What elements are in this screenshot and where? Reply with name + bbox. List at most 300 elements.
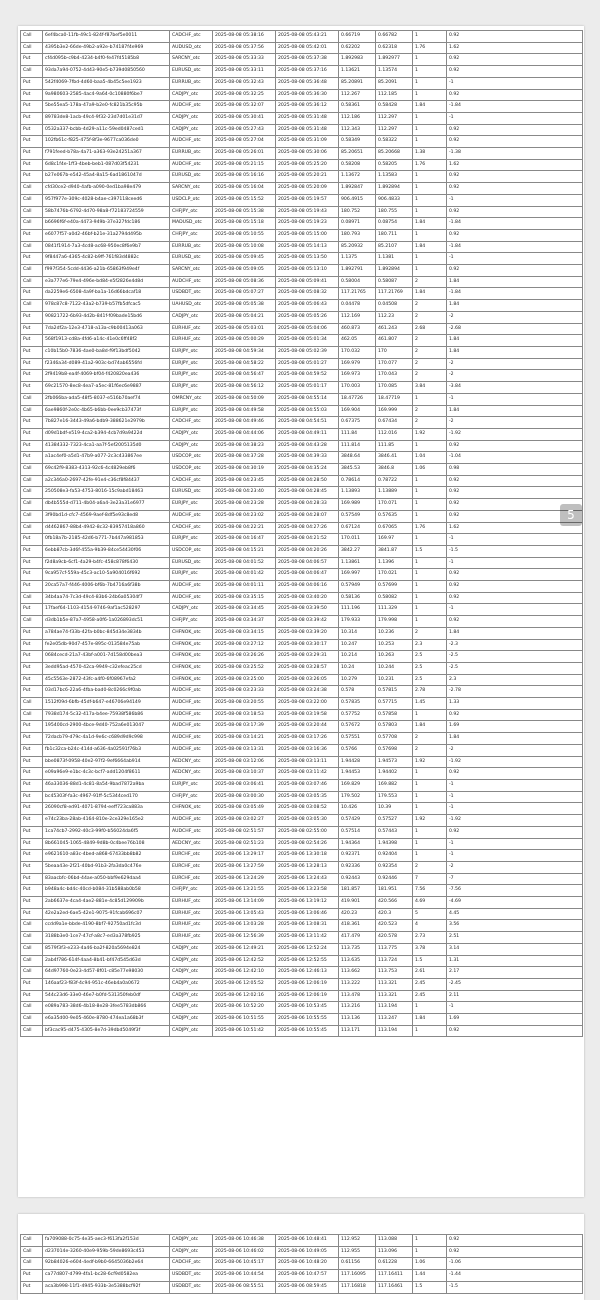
profit-cell: 1.69: [447, 721, 583, 733]
amount-cell: 1: [413, 393, 447, 405]
amount-cell: 2: [413, 276, 447, 288]
profit-cell: 4.45: [447, 908, 583, 920]
close-price-cell: 179.998: [376, 616, 413, 628]
amount-cell: 1: [413, 510, 447, 522]
close-price-cell: 1.94402: [376, 768, 413, 780]
close-time-cell: 2025-08-08 05:01:17: [276, 382, 339, 394]
profit-cell: 1.84: [447, 405, 583, 417]
open-time-cell: 2025-08-06 13:27:59: [213, 861, 276, 873]
open-price-cell: 1.892791: [339, 265, 376, 277]
close-time-cell: 2025-08-06 10:53:45: [276, 1002, 339, 1014]
table-row: [21, 276, 583, 288]
close-price-cell: 112.016: [376, 428, 413, 440]
table-row: [21, 382, 583, 394]
open-price-cell: 0.57949: [339, 581, 376, 593]
table-row: [21, 440, 583, 452]
open-price-cell: 0.61156: [339, 1258, 376, 1270]
close-price-cell: 0.92404: [376, 850, 413, 862]
open-time-cell: 2025-08-08 03:06:41: [213, 780, 276, 792]
open-price-cell: 18.47726: [339, 393, 376, 405]
asset-cell: CADJPY_otc: [170, 428, 213, 440]
trade-id-cell: db4b555d-d711-4b04-a6a4-3e23a31e6977: [43, 499, 170, 511]
table-row: [21, 335, 583, 347]
open-time-cell: 2025-08-08 03:26:26: [213, 651, 276, 663]
close-time-cell: 2025-08-08 05:15:00: [276, 229, 339, 241]
direction-cell: Call: [21, 475, 43, 487]
close-time-cell: 2025-08-08 05:19:57: [276, 194, 339, 206]
close-time-cell: 2025-08-08 03:16:36: [276, 744, 339, 756]
direction-cell: Call: [21, 522, 43, 534]
close-price-cell: 420.578: [376, 932, 413, 944]
close-price-cell: 0.57699: [376, 581, 413, 593]
profit-cell: 0.92: [447, 265, 583, 277]
table-row: [21, 861, 583, 873]
trade-id-cell: 6ef4bca0-11fb-49c1-824f-f87bef5e0011: [43, 31, 170, 43]
direction-cell: Put: [21, 1270, 43, 1282]
table-row: [21, 709, 583, 721]
close-time-cell: 2025-08-08 05:19:23: [276, 218, 339, 230]
close-price-cell: 181.951: [376, 885, 413, 897]
amount-cell: 1.76: [413, 522, 447, 534]
close-time-cell: 2025-08-08 05:30:06: [276, 148, 339, 160]
open-time-cell: 2025-08-08 05:27:43: [213, 124, 276, 136]
close-time-cell: 2025-08-08 04:27:26: [276, 522, 339, 534]
open-time-cell: 2025-08-08 05:04:21: [213, 311, 276, 323]
close-time-cell: 2025-08-08 03:30:17: [276, 639, 339, 651]
table-row: [21, 475, 583, 487]
direction-cell: Put: [21, 861, 43, 873]
close-price-cell: 170.071: [376, 499, 413, 511]
asset-cell: EURHUF_otc: [170, 920, 213, 932]
close-price-cell: 113.753: [376, 967, 413, 979]
table-row: [21, 569, 583, 581]
table-row: [21, 487, 583, 499]
direction-cell: Put: [21, 136, 43, 148]
open-time-cell: 2025-08-08 03:25:00: [213, 674, 276, 686]
direction-cell: Call: [21, 194, 43, 206]
amount-cell: 2: [413, 300, 447, 312]
trade-id-cell: b27e067b-e542-45a4-8a15-6ad1861047d: [43, 171, 170, 183]
trade-id-cell: f2346a34-d089-41a2-903c-bd74ab6556fd: [43, 358, 170, 370]
open-time-cell: 2025-08-08 04:56:12: [213, 382, 276, 394]
close-time-cell: 2025-08-08 05:31:09: [276, 136, 339, 148]
profit-cell: -1.44: [447, 1270, 583, 1282]
profit-cell: -2: [447, 370, 583, 382]
open-price-cell: 169.997: [339, 569, 376, 581]
close-time-cell: 2025-08-08 04:49:11: [276, 428, 339, 440]
close-price-cell: 420.566: [376, 897, 413, 909]
direction-cell: Call: [21, 464, 43, 476]
open-time-cell: 2025-08-06 10:44:54: [213, 1270, 276, 1282]
profit-cell: 2.51: [447, 932, 583, 944]
profit-cell: 0.92: [447, 89, 583, 101]
open-price-cell: 113.136: [339, 1014, 376, 1026]
table-row: [21, 452, 583, 464]
asset-cell: USDBDT_otc: [170, 1281, 213, 1293]
profit-cell: -3.84: [447, 382, 583, 394]
table-row: [21, 510, 583, 522]
trade-id-cell: c10b15b0-7836-4ae0-ba8d-f9f13bdf5042: [43, 346, 170, 358]
direction-cell: Put: [21, 346, 43, 358]
profit-cell: -2.3: [447, 639, 583, 651]
open-time-cell: 2025-08-08 05:09:05: [213, 265, 276, 277]
table-row: [21, 101, 583, 113]
asset-cell: USDCOP_otc: [170, 464, 213, 476]
table-row: [21, 1235, 583, 1247]
direction-cell: Put: [21, 534, 43, 546]
open-price-cell: 85.20932: [339, 241, 376, 253]
close-time-cell: 2025-08-06 10:48:41: [276, 1235, 339, 1247]
direction-cell: Put: [21, 604, 43, 616]
open-price-cell: 906.4915: [339, 194, 376, 206]
open-price-cell: 0.62202: [339, 42, 376, 54]
table-row: [21, 651, 583, 663]
open-time-cell: 2025-08-08 05:38:16: [213, 31, 276, 43]
close-time-cell: 2025-08-06 12:06:19: [276, 990, 339, 1002]
profit-cell: -2.78: [447, 686, 583, 698]
direction-cell: Put: [21, 721, 43, 733]
open-time-cell: 2025-08-08 04:23:28: [213, 499, 276, 511]
profit-cell: -2: [447, 744, 583, 756]
profit-cell: 0.92: [447, 54, 583, 66]
profit-cell: -1: [447, 1002, 583, 1014]
close-time-cell: 2025-08-08 05:20:09: [276, 183, 339, 195]
profit-cell: 0.92: [447, 826, 583, 838]
direction-cell: Put: [21, 733, 43, 745]
close-price-cell: 0.57708: [376, 733, 413, 745]
asset-cell: EURHUF_otc: [170, 323, 213, 335]
asset-cell: AUDCHF_otc: [170, 581, 213, 593]
profit-cell: 0.92: [447, 66, 583, 78]
direction-cell: Put: [21, 89, 43, 101]
open-price-cell: 3842.27: [339, 545, 376, 557]
open-price-cell: 0.92371: [339, 850, 376, 862]
trade-id-cell: da2259e6-6508-4a9f-ba1a-16d66bdcaf18: [43, 288, 170, 300]
close-time-cell: 2025-08-08 03:05:35: [276, 791, 339, 803]
asset-cell: AUDCHF_otc: [170, 721, 213, 733]
open-price-cell: 0.5766: [339, 744, 376, 756]
open-time-cell: 2025-08-06 13:05:43: [213, 908, 276, 920]
trade-id-cell: 9a980603-2585-4ac4-9a64-0c10880f6be7: [43, 89, 170, 101]
trade-id-cell: 146aaf23-f83f-4c94-951c-46eb4a0a0672: [43, 978, 170, 990]
amount-cell: 1.84: [413, 218, 447, 230]
direction-cell: Call: [21, 1025, 43, 1037]
close-time-cell: 2025-08-08 02:54:26: [276, 838, 339, 850]
direction-cell: Call: [21, 967, 43, 979]
table-row: [21, 370, 583, 382]
close-price-cell: 0.58322: [376, 136, 413, 148]
amount-cell: 1: [413, 124, 447, 136]
open-time-cell: 2025-08-08 05:37:56: [213, 42, 276, 54]
asset-cell: CHFNOK_otc: [170, 651, 213, 663]
open-price-cell: 113.216: [339, 1002, 376, 1014]
open-price-cell: 179.933: [339, 616, 376, 628]
trade-id-cell: 9ca957cf-559a-45c3-ac10-5a904016f692: [43, 569, 170, 581]
open-time-cell: 2025-08-08 04:58:22: [213, 358, 276, 370]
trade-id-cell: 2fb066ba-ada5-48f5-8037-e516b70aef74: [43, 393, 170, 405]
profit-cell: -1: [447, 803, 583, 815]
trade-id-cell: 195400cd-2900-4bce-9d40-752a6e013047: [43, 721, 170, 733]
open-time-cell: 2025-08-08 05:32:07: [213, 101, 276, 113]
trade-id-cell: 102fb61c-f825-475f-8f3e-9677ca036de0: [43, 136, 170, 148]
asset-cell: EURUSD_otc: [170, 253, 213, 265]
profit-cell: -7: [447, 873, 583, 885]
open-time-cell: 2025-08-08 04:30:19: [213, 464, 276, 476]
asset-cell: EURUSD_otc: [170, 557, 213, 569]
direction-cell: Put: [21, 159, 43, 171]
trade-id-cell: e3a777e6-79e4-496e-bd84-e5f2826e4d8d: [43, 276, 170, 288]
direction-cell: Put: [21, 1281, 43, 1293]
close-price-cell: 111.85: [376, 440, 413, 452]
table-row: [21, 686, 583, 698]
close-price-cell: 117.16461: [376, 1281, 413, 1293]
direction-cell: Call: [21, 300, 43, 312]
direction-cell: Put: [21, 639, 43, 651]
amount-cell: 1: [413, 475, 447, 487]
table-row: [21, 581, 583, 593]
close-time-cell: 2025-08-08 05:42:01: [276, 42, 339, 54]
trade-id-cell: e6a35d00-9e05-460e-8780-474ea1a68b3f: [43, 1014, 170, 1026]
open-time-cell: 2025-08-08 05:09:45: [213, 253, 276, 265]
amount-cell: 1.06: [413, 464, 447, 476]
trade-id-cell: 2ab4f786-614f-4aa4-8b41-bf47d545d63d: [43, 955, 170, 967]
trade-id-cell: cfd30ce2-d940-4afb-a090-0ed1ba98e479: [43, 183, 170, 195]
amount-cell: 4.69: [413, 897, 447, 909]
table-row: [21, 662, 583, 674]
table-row: [21, 967, 583, 979]
profit-cell: -1: [447, 780, 583, 792]
open-time-cell: 2025-08-08 03:02:27: [213, 815, 276, 827]
trade-id-cell: 957f977e-309c-4028-b4ae-c397118ceed6: [43, 194, 170, 206]
open-time-cell: 2025-08-08 05:07:27: [213, 288, 276, 300]
asset-cell: AEDCNY_otc: [170, 838, 213, 850]
close-time-cell: 2025-08-08 05:37:38: [276, 54, 339, 66]
asset-cell: EURJPY_otc: [170, 534, 213, 546]
trade-id-cell: 7da2df2a-12e3-4718-a13a-c9b00413a063: [43, 323, 170, 335]
table-row: [21, 627, 583, 639]
amount-cell: 2: [413, 861, 447, 873]
amount-cell: 1: [413, 803, 447, 815]
trade-id-cell: 3f90bd1d-cfc7-4569-9aef-8df5e93c8ed8: [43, 510, 170, 522]
direction-cell: Put: [21, 674, 43, 686]
trade-id-cell: 9f8447a6-4365-4c82-b9ff-761f83d4882c: [43, 253, 170, 265]
close-time-cell: 2025-08-08 05:36:48: [276, 77, 339, 89]
direction-cell: Call: [21, 1246, 43, 1258]
open-price-cell: 112.343: [339, 124, 376, 136]
amount-cell: 1.44: [413, 1270, 447, 1282]
direction-cell: Call: [21, 241, 43, 253]
profit-cell: -2: [447, 861, 583, 873]
trade-id-cell: 58b7476b-6792-4d70-98a8-f72183724559: [43, 206, 170, 218]
open-time-cell: 2025-08-08 02:51:23: [213, 838, 276, 850]
amount-cell: 2.45: [413, 990, 447, 1002]
open-time-cell: 2025-08-08 03:34:45: [213, 604, 276, 616]
direction-cell: Put: [21, 382, 43, 394]
open-time-cell: 2025-08-06 13:24:29: [213, 873, 276, 885]
open-price-cell: 111.84: [339, 428, 376, 440]
close-price-cell: 10.244: [376, 662, 413, 674]
close-time-cell: 2025-08-08 03:13:11: [276, 756, 339, 768]
close-time-cell: 2025-08-08 03:39:50: [276, 604, 339, 616]
asset-cell: CADJPY_otc: [170, 955, 213, 967]
profit-cell: 0.92: [447, 136, 583, 148]
close-time-cell: 2025-08-08 03:19:58: [276, 709, 339, 721]
table-row: [21, 826, 583, 838]
table-row: [21, 159, 583, 171]
close-time-cell: 2025-08-08 03:11:42: [276, 768, 339, 780]
close-price-cell: 180.711: [376, 229, 413, 241]
close-price-cell: 0.08754: [376, 218, 413, 230]
close-time-cell: 2025-08-08 05:02:39: [276, 346, 339, 358]
table-row: [21, 77, 583, 89]
open-price-cell: 10.214: [339, 651, 376, 663]
direction-cell: Put: [21, 428, 43, 440]
amount-cell: 1.84: [413, 288, 447, 300]
asset-cell: AEDCNY_otc: [170, 756, 213, 768]
close-time-cell: 2025-08-08 05:01:34: [276, 335, 339, 347]
direction-cell: Call: [21, 1235, 43, 1247]
close-time-cell: 2025-08-08 04:55:03: [276, 405, 339, 417]
profit-cell: -1: [447, 77, 583, 89]
amount-cell: 1: [413, 440, 447, 452]
close-time-cell: 2025-08-06 13:19:12: [276, 897, 339, 909]
open-time-cell: 2025-08-06 12:56:39: [213, 932, 276, 944]
open-time-cell: 2025-08-08 03:23:33: [213, 686, 276, 698]
close-time-cell: 2025-08-08 04:54:51: [276, 417, 339, 429]
direction-cell: Call: [21, 218, 43, 230]
amount-cell: 1: [413, 709, 447, 721]
open-time-cell: 2025-08-08 03:14:21: [213, 733, 276, 745]
asset-cell: EURJPY_otc: [170, 382, 213, 394]
close-time-cell: 2025-08-08 04:06:57: [276, 557, 339, 569]
close-time-cell: 2025-08-08 04:28:07: [276, 510, 339, 522]
asset-cell: CHFJPY_otc: [170, 791, 213, 803]
close-price-cell: 112.297: [376, 124, 413, 136]
close-time-cell: 2025-08-08 05:20:21: [276, 171, 339, 183]
profit-cell: -1: [447, 838, 583, 850]
profit-cell: -1.84: [447, 288, 583, 300]
open-time-cell: 2025-08-06 12:05:52: [213, 978, 276, 990]
open-price-cell: 10.279: [339, 674, 376, 686]
close-price-cell: 0.67434: [376, 417, 413, 429]
close-price-cell: 170: [376, 346, 413, 358]
amount-cell: 2: [413, 311, 447, 323]
direction-cell: Put: [21, 335, 43, 347]
open-time-cell: 2025-08-08 05:15:52: [213, 194, 276, 206]
profit-cell: -1.84: [447, 241, 583, 253]
amount-cell: 1.38: [413, 148, 447, 160]
close-time-cell: 2025-08-06 13:06:46: [276, 908, 339, 920]
trade-id-cell: 2ab6637e-4ca4-4ae2-881e-4c85d129909b: [43, 897, 170, 909]
asset-cell: EURJPY_otc: [170, 370, 213, 382]
profit-cell: -1: [447, 393, 583, 405]
open-price-cell: 0.67375: [339, 417, 376, 429]
close-price-cell: 0.04508: [376, 300, 413, 312]
trade-id-cell: 544c23d6-33e0-46e7-b0fd-531350feb0df: [43, 990, 170, 1002]
open-price-cell: 420.23: [339, 908, 376, 920]
open-time-cell: 2025-08-06 10:51:42: [213, 1025, 276, 1037]
asset-cell: AUDCHF_otc: [170, 510, 213, 522]
open-time-cell: 2025-08-06 12:02:16: [213, 990, 276, 1002]
open-time-cell: 2025-08-08 03:20:55: [213, 698, 276, 710]
table-row: [21, 405, 583, 417]
profit-cell: -1: [447, 557, 583, 569]
profit-cell: -1.5: [447, 1281, 583, 1293]
open-price-cell: 0.66719: [339, 31, 376, 43]
open-time-cell: 2025-08-08 04:49:58: [213, 405, 276, 417]
close-price-cell: 170.021: [376, 569, 413, 581]
close-time-cell: 2025-08-08 04:06:47: [276, 569, 339, 581]
direction-cell: Call: [21, 1258, 43, 1270]
table-row: [21, 1002, 583, 1014]
open-price-cell: 1.892847: [339, 183, 376, 195]
profit-cell: 0.92: [447, 183, 583, 195]
trade-id-cell: fa709088-0c75-4e35-aec3-f613fa2f153d: [43, 1235, 170, 1247]
close-time-cell: 2025-08-06 10:49:05: [276, 1246, 339, 1258]
direction-cell: Put: [21, 358, 43, 370]
trade-id-cell: 69c21570-8ec8-4ea7-a5ec-81f6ec6e9887: [43, 382, 170, 394]
table-row: [21, 265, 583, 277]
asset-cell: AUDUSD_otc: [170, 42, 213, 54]
page-number-badge: 5: [560, 504, 582, 526]
trade-id-cell: 83aacbfc-06bd-44ae-a050-bbf9e629daa4: [43, 873, 170, 885]
table-row: [21, 534, 583, 546]
close-price-cell: 10.263: [376, 651, 413, 663]
open-time-cell: 2025-08-06 10:46:02: [213, 1246, 276, 1258]
direction-cell: Put: [21, 838, 43, 850]
direction-cell: Put: [21, 780, 43, 792]
amount-cell: 1: [413, 1235, 447, 1247]
close-time-cell: 2025-08-08 05:08:32: [276, 288, 339, 300]
amount-cell: 1.06: [413, 1258, 447, 1270]
open-price-cell: 0.57514: [339, 826, 376, 838]
profit-cell: -2.5: [447, 651, 583, 663]
amount-cell: 2: [413, 358, 447, 370]
profit-cell: 1.84: [447, 276, 583, 288]
profit-cell: -2.5: [447, 662, 583, 674]
close-price-cell: 0.57815: [376, 686, 413, 698]
open-price-cell: 117.16095: [339, 1270, 376, 1282]
amount-cell: 2.61: [413, 967, 447, 979]
open-price-cell: 10.426: [339, 803, 376, 815]
amount-cell: 2.45: [413, 978, 447, 990]
close-time-cell: 2025-08-06 10:48:20: [276, 1258, 339, 1270]
amount-cell: 1.5: [413, 1281, 447, 1293]
open-time-cell: 2025-08-06 10:46:38: [213, 1235, 276, 1247]
trade-id-cell: bc45303f-fa3c-4967-91ff-5c5344ced170: [43, 791, 170, 803]
amount-cell: 7.56: [413, 885, 447, 897]
profit-cell: -7.56: [447, 885, 583, 897]
direction-cell: Put: [21, 756, 43, 768]
close-price-cell: 420.523: [376, 920, 413, 932]
open-price-cell: 85.20891: [339, 77, 376, 89]
direction-cell: Call: [21, 510, 43, 522]
table-row: [21, 1246, 583, 1258]
profit-cell: -1: [447, 534, 583, 546]
trade-id-cell: 0841f1914-7a3-4cd8-ac68-950ec8f6e9b7: [43, 241, 170, 253]
close-price-cell: 0.57803: [376, 721, 413, 733]
close-time-cell: 2025-08-06 12:52:55: [276, 955, 339, 967]
profit-cell: 0.92: [447, 510, 583, 522]
amount-cell: 1.45: [413, 698, 447, 710]
open-price-cell: 0.58136: [339, 592, 376, 604]
profit-cell: 3.56: [447, 920, 583, 932]
trade-id-cell: e089a783-38d6-4b18-8e28-3fee5783db866: [43, 1002, 170, 1014]
profit-cell: 0.92: [447, 1025, 583, 1037]
amount-cell: 1.5: [413, 545, 447, 557]
open-time-cell: 2025-08-08 05:32:25: [213, 89, 276, 101]
close-time-cell: 2025-08-06 13:30:18: [276, 850, 339, 862]
